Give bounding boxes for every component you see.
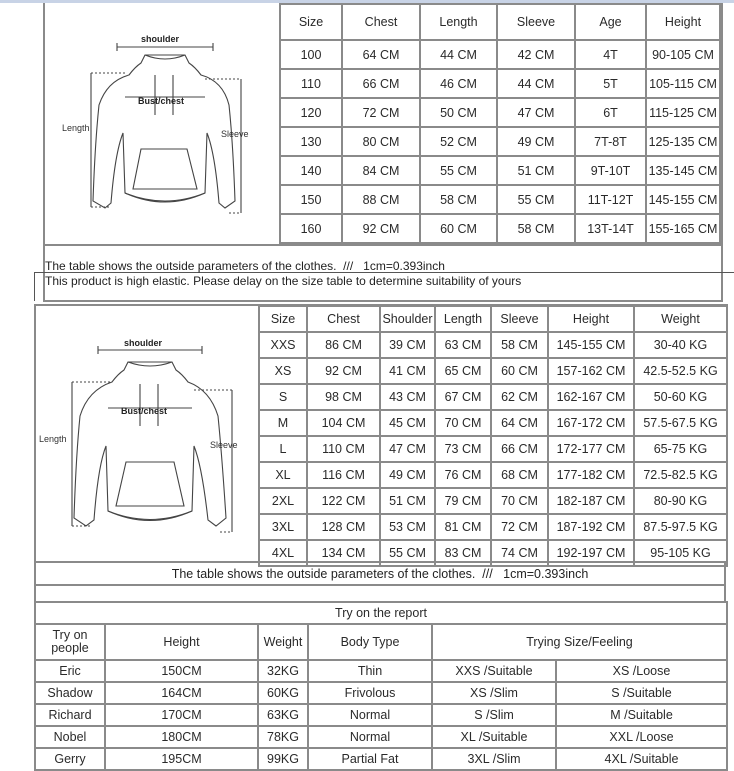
header-cell: Chest xyxy=(307,306,380,332)
cell: 51 CM xyxy=(380,488,435,514)
cell: S /Slim xyxy=(432,704,556,726)
cell: 80 CM xyxy=(342,127,420,156)
cell: 64 CM xyxy=(491,410,548,436)
cell: 140 xyxy=(280,156,342,185)
cell: 70 CM xyxy=(435,410,491,436)
cell: Gerry xyxy=(35,748,105,770)
cell: 172-177 CM xyxy=(548,436,634,462)
cell: 52 CM xyxy=(420,127,497,156)
cell: 3XL /Slim xyxy=(432,748,556,770)
cell: 66 CM xyxy=(491,436,548,462)
cell: 55 CM xyxy=(497,185,575,214)
table-row xyxy=(280,40,720,69)
cell: XS /Slim xyxy=(432,682,556,704)
cell: 62 CM xyxy=(491,384,548,410)
cell: 43 CM xyxy=(380,384,435,410)
kids-note-line1: The table shows the outside parameters of the clothes. /// 1cm=0.393inch xyxy=(45,259,445,273)
cell: XS /Loose xyxy=(556,660,727,682)
tryon-report-table xyxy=(34,601,728,771)
table-row xyxy=(35,682,727,704)
cell: 80-90 KG xyxy=(634,488,727,514)
table-row xyxy=(280,214,720,243)
cell: 46 CM xyxy=(420,69,497,98)
hoodie-diagram-adult xyxy=(36,306,258,561)
cell: 120 xyxy=(280,98,342,127)
cell: 150CM xyxy=(105,660,258,682)
cell: 39 CM xyxy=(380,332,435,358)
cell: 58 CM xyxy=(497,214,575,243)
cell: 4XL xyxy=(259,540,307,566)
cell: Partial Fat xyxy=(308,748,432,770)
cell: 104 CM xyxy=(307,410,380,436)
cell: Frivolous xyxy=(308,682,432,704)
header-cell: Sleeve xyxy=(497,4,575,40)
cell: 63 CM xyxy=(435,332,491,358)
table-row xyxy=(35,660,727,682)
table-row xyxy=(35,748,727,770)
cell: 87.5-97.5 KG xyxy=(634,514,727,540)
cell: 49 CM xyxy=(380,462,435,488)
header-cell: Height xyxy=(105,624,258,660)
header-cell: Shoulder xyxy=(380,306,435,332)
cell: 145-155 CM xyxy=(548,332,634,358)
cell: 49 CM xyxy=(497,127,575,156)
table-header-row xyxy=(280,4,720,40)
header-cell: Body Type xyxy=(308,624,432,660)
cell: Thin xyxy=(308,660,432,682)
cell: 47 CM xyxy=(497,98,575,127)
sleeve-label: Sleeve xyxy=(210,440,238,450)
cell: 58 CM xyxy=(491,332,548,358)
header-cell: Trying Size/Feeling xyxy=(432,624,727,660)
table-row xyxy=(259,462,727,488)
cell: 192-197 CM xyxy=(548,540,634,566)
cell: 187-192 CM xyxy=(548,514,634,540)
cell: S /Suitable xyxy=(556,682,727,704)
cell: 50 CM xyxy=(420,98,497,127)
cell: XXL /Loose xyxy=(556,726,727,748)
cell: 60 CM xyxy=(420,214,497,243)
cell: 50-60 KG xyxy=(634,384,727,410)
cell: S xyxy=(259,384,307,410)
header-cell: Chest xyxy=(342,4,420,40)
cell: 68 CM xyxy=(491,462,548,488)
table-header-row xyxy=(35,624,727,660)
cell: 3XL xyxy=(259,514,307,540)
cell: 44 CM xyxy=(420,40,497,69)
cell: 125-135 CM xyxy=(646,127,720,156)
header-cell: Age xyxy=(575,4,646,40)
table-row xyxy=(259,436,727,462)
spacer-row xyxy=(34,586,726,602)
kids-size-table xyxy=(279,3,721,244)
adult-size-table xyxy=(258,305,728,567)
cell: 98 CM xyxy=(307,384,380,410)
cell: 45 CM xyxy=(380,410,435,436)
cell: 157-162 CM xyxy=(548,358,634,384)
cell: 72 CM xyxy=(342,98,420,127)
table-row xyxy=(259,410,727,436)
cell: 57.5-67.5 KG xyxy=(634,410,727,436)
cell: 122 CM xyxy=(307,488,380,514)
cell: 6T xyxy=(575,98,646,127)
cell: 65-75 KG xyxy=(634,436,727,462)
cell: 55 CM xyxy=(420,156,497,185)
cell: 128 CM xyxy=(307,514,380,540)
cell: 70 CM xyxy=(491,488,548,514)
cell: 88 CM xyxy=(342,185,420,214)
length-label: Length xyxy=(62,123,90,133)
kids-divider xyxy=(43,244,721,246)
cell: 2XL xyxy=(259,488,307,514)
header-cell: Size xyxy=(280,4,342,40)
cell: M /Suitable xyxy=(556,704,727,726)
shoulder-label: shoulder xyxy=(141,34,180,44)
header-cell: Try on people xyxy=(35,624,105,660)
cell: 5T xyxy=(575,69,646,98)
cell: 73 CM xyxy=(435,436,491,462)
adult-note xyxy=(34,561,726,586)
cell: 42.5-52.5 KG xyxy=(634,358,727,384)
cell: 92 CM xyxy=(307,358,380,384)
table-row xyxy=(280,156,720,185)
tryon-title-row xyxy=(35,602,727,624)
cell: L xyxy=(259,436,307,462)
header-cell: Length xyxy=(435,306,491,332)
cell: 130 xyxy=(280,127,342,156)
kids-note xyxy=(45,259,521,289)
cell: 155-165 CM xyxy=(646,214,720,243)
cell: 32KG xyxy=(258,660,308,682)
cell: 66 CM xyxy=(342,69,420,98)
cell: 41 CM xyxy=(380,358,435,384)
kids-note-line2: This product is high elastic. Please delay on the size table to determine suitability of yours xyxy=(45,274,522,288)
table-row xyxy=(35,704,727,726)
cell: 79 CM xyxy=(435,488,491,514)
header-cell: Weight xyxy=(634,306,727,332)
cell: 110 xyxy=(280,69,342,98)
table-row xyxy=(280,98,720,127)
cell: XL xyxy=(259,462,307,488)
table-row xyxy=(280,127,720,156)
cell: 145-155 CM xyxy=(646,185,720,214)
cell: 164CM xyxy=(105,682,258,704)
cell: 180CM xyxy=(105,726,258,748)
cell: 60 CM xyxy=(491,358,548,384)
cell: 55 CM xyxy=(380,540,435,566)
tryon-title: Try on the report xyxy=(35,602,727,624)
cell: 135-145 CM xyxy=(646,156,720,185)
table-row xyxy=(280,69,720,98)
cell: 100 xyxy=(280,40,342,69)
cell: 51 CM xyxy=(497,156,575,185)
cell: 44 CM xyxy=(497,69,575,98)
cell: 92 CM xyxy=(342,214,420,243)
cell: Shadow xyxy=(35,682,105,704)
cell: 84 CM xyxy=(342,156,420,185)
cell: 42 CM xyxy=(497,40,575,69)
cell: XL /Suitable xyxy=(432,726,556,748)
table-row xyxy=(259,332,727,358)
cell: 72.5-82.5 KG xyxy=(634,462,727,488)
cell: Richard xyxy=(35,704,105,726)
cell: 4XL /Suitable xyxy=(556,748,727,770)
cell: 63KG xyxy=(258,704,308,726)
cell: 116 CM xyxy=(307,462,380,488)
cell: 81 CM xyxy=(435,514,491,540)
cell: Eric xyxy=(35,660,105,682)
cell: 167-172 CM xyxy=(548,410,634,436)
adult-note-text: The table shows the outside parameters of the clothes. /// 1cm=0.393inch xyxy=(171,567,589,581)
table-row xyxy=(35,726,727,748)
cell: 115-125 CM xyxy=(646,98,720,127)
cell: 134 CM xyxy=(307,540,380,566)
cell: 86 CM xyxy=(307,332,380,358)
cell: 83 CM xyxy=(435,540,491,566)
cell: 170CM xyxy=(105,704,258,726)
table-row xyxy=(280,185,720,214)
header-cell: Length xyxy=(420,4,497,40)
shoulder-label: shoulder xyxy=(124,338,163,348)
cell: 90-105 CM xyxy=(646,40,720,69)
cell: Normal xyxy=(308,726,432,748)
cell: 95-105 KG xyxy=(634,540,727,566)
cell: 58 CM xyxy=(420,185,497,214)
table-row xyxy=(259,488,727,514)
cell: Nobel xyxy=(35,726,105,748)
cell: 67 CM xyxy=(435,384,491,410)
table-row xyxy=(259,384,727,410)
cell: 4T xyxy=(575,40,646,69)
cell: 110 CM xyxy=(307,436,380,462)
cell: 177-182 CM xyxy=(548,462,634,488)
cell: 150 xyxy=(280,185,342,214)
cell: 160 xyxy=(280,214,342,243)
cell: 64 CM xyxy=(342,40,420,69)
cell: XS xyxy=(259,358,307,384)
bust-chest-label: Bust/chest xyxy=(121,406,168,416)
cell: 53 CM xyxy=(380,514,435,540)
cell: 47 CM xyxy=(380,436,435,462)
cell: 99KG xyxy=(258,748,308,770)
cell: 195CM xyxy=(105,748,258,770)
cell: Normal xyxy=(308,704,432,726)
header-cell: Size xyxy=(259,306,307,332)
cell: 76 CM xyxy=(435,462,491,488)
length-label: Length xyxy=(39,434,67,444)
table-row xyxy=(259,514,727,540)
table-row xyxy=(259,358,727,384)
cell: XXS /Suitable xyxy=(432,660,556,682)
bust-chest-label: Bust/chest xyxy=(138,96,185,106)
cell: 7T-8T xyxy=(575,127,646,156)
hoodie-diagram-kids xyxy=(45,3,279,245)
cell: 13T-14T xyxy=(575,214,646,243)
cell: 9T-10T xyxy=(575,156,646,185)
header-cell: Sleeve xyxy=(491,306,548,332)
cell: 60KG xyxy=(258,682,308,704)
cell: 74 CM xyxy=(491,540,548,566)
cell: XXS xyxy=(259,332,307,358)
cell: 78KG xyxy=(258,726,308,748)
cell: 72 CM xyxy=(491,514,548,540)
cell: 105-115 CM xyxy=(646,69,720,98)
cell: 162-167 CM xyxy=(548,384,634,410)
header-cell: Height xyxy=(646,4,720,40)
cell: 182-187 CM xyxy=(548,488,634,514)
cell: M xyxy=(259,410,307,436)
cell: 65 CM xyxy=(435,358,491,384)
sleeve-label: Sleeve xyxy=(221,129,249,139)
cell: 11T-12T xyxy=(575,185,646,214)
table-header-row xyxy=(259,306,727,332)
header-cell: Weight xyxy=(258,624,308,660)
cell: 30-40 KG xyxy=(634,332,727,358)
header-cell: Height xyxy=(548,306,634,332)
